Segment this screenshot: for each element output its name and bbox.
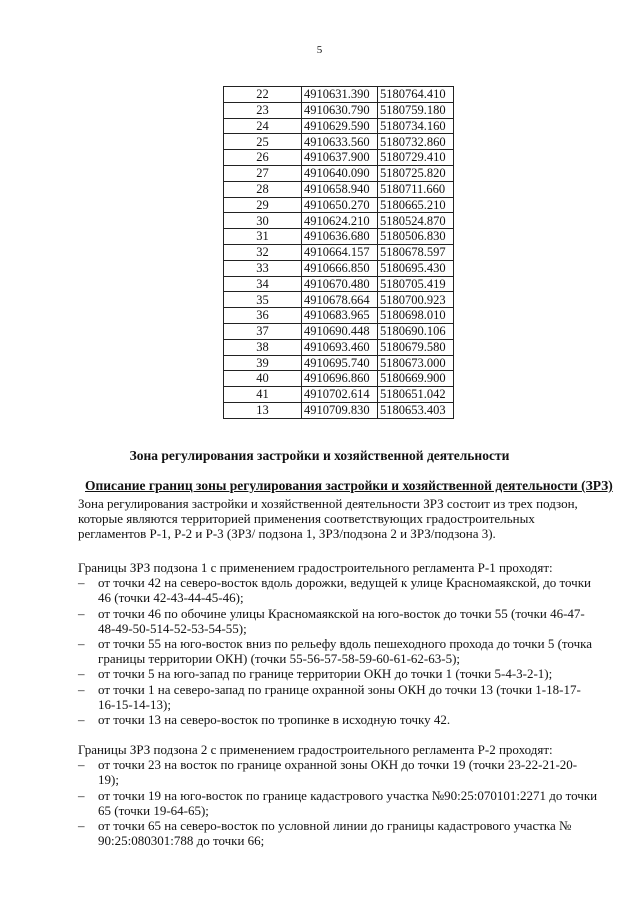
x-coordinate-cell: 4910629.590: [302, 118, 378, 134]
intro-paragraph: [78, 496, 598, 542]
y-coordinate-cell: 5180678.597: [378, 244, 454, 260]
list-item: – от точки 1 на северо-запад по границе охранной зоны ОКН до точки 13 (точки 1-18-17-16-15-14-13);: [78, 682, 598, 712]
subzone-2-block: [78, 742, 598, 848]
table-row: [224, 260, 454, 276]
list-item: – от точки 55 на юго-восток вниз по рельефу вдоль пешеходного прохода до точки 5 (точка границы территории ОКН) (точки 55-56-57-58-59-60-61-62-63-5);: [78, 636, 598, 666]
point-number-cell: 26: [224, 150, 302, 166]
table-row: [224, 371, 454, 387]
y-coordinate-cell: 5180673.000: [378, 355, 454, 371]
x-coordinate-cell: 4910633.560: [302, 134, 378, 150]
subzone-1-list: [78, 575, 598, 727]
table-row: [224, 339, 454, 355]
list-item: – от точки 46 по обочине улицы Красномаякской на юго-восток до точки 55 (точки 46-47-48-49-50-514-52-53-54-55);: [78, 606, 598, 636]
list-item: – от точки 13 на северо-восток по тропинке в исходную точку 42.: [78, 712, 598, 727]
table-row: [224, 134, 454, 150]
x-coordinate-cell: 4910696.860: [302, 371, 378, 387]
x-coordinate-cell: 4910624.210: [302, 213, 378, 229]
y-coordinate-cell: 5180729.410: [378, 150, 454, 166]
x-coordinate-cell: 4910690.448: [302, 323, 378, 339]
point-number-cell: 28: [224, 181, 302, 197]
list-item: – от точки 23 на восток по границе охранной зоны ОКН до точки 19 (точки 23-22-21-20-19);: [78, 757, 598, 787]
point-number-cell: 39: [224, 355, 302, 371]
y-coordinate-cell: 5180698.010: [378, 308, 454, 324]
table-row: [224, 197, 454, 213]
point-number-cell: 27: [224, 165, 302, 181]
y-coordinate-cell: 5180524.870: [378, 213, 454, 229]
x-coordinate-cell: 4910636.680: [302, 229, 378, 245]
point-number-cell: 24: [224, 118, 302, 134]
x-coordinate-cell: 4910658.940: [302, 181, 378, 197]
point-number-cell: 25: [224, 134, 302, 150]
point-number-cell: 38: [224, 339, 302, 355]
x-coordinate-cell: 4910693.460: [302, 339, 378, 355]
point-number-cell: 40: [224, 371, 302, 387]
y-coordinate-cell: 5180506.830: [378, 229, 454, 245]
table-row: [224, 150, 454, 166]
y-coordinate-cell: 5180695.430: [378, 260, 454, 276]
y-coordinate-cell: 5180651.042: [378, 387, 454, 403]
subzone-2-title: Границы ЗРЗ подзона 2 с применением градостроительного регламента Р-2 проходят:: [78, 742, 553, 757]
point-number-cell: 33: [224, 260, 302, 276]
point-number-cell: 32: [224, 244, 302, 260]
subzone-1-block: [78, 560, 598, 727]
y-coordinate-cell: 5180725.820: [378, 165, 454, 181]
y-coordinate-cell: 5180711.660: [378, 181, 454, 197]
table-row: [224, 213, 454, 229]
y-coordinate-cell: 5180705.419: [378, 276, 454, 292]
point-number-cell: 37: [224, 323, 302, 339]
table-row: [224, 181, 454, 197]
x-coordinate-cell: 4910709.830: [302, 402, 378, 418]
y-coordinate-cell: 5180732.860: [378, 134, 454, 150]
table-row: [224, 387, 454, 403]
y-coordinate-cell: 5180690.106: [378, 323, 454, 339]
x-coordinate-cell: 4910631.390: [302, 87, 378, 103]
table-row: [224, 402, 454, 418]
list-item: – от точки 19 на юго-восток по границе кадастрового участка №90:25:070101:2271 до точки 65 (точки 19-64-65);: [78, 788, 598, 818]
x-coordinate-cell: 4910650.270: [302, 197, 378, 213]
x-coordinate-cell: 4910637.900: [302, 150, 378, 166]
list-item: – от точки 5 на юго-запад по границе территории ОКН до точки 1 (точки 5-4-3-2-1);: [78, 666, 598, 681]
table-row: [224, 323, 454, 339]
table-row: [224, 244, 454, 260]
intro-text: Зона регулирования застройки и хозяйственной деятельности ЗРЗ состоит из трех подзон, которые являются территорией применения соответствующих градостроительных регламентов Р-1, Р-2 и Р-3 (ЗРЗ/ подзона 1, ЗРЗ/подзона 2 и ЗРЗ/подзона 3).: [78, 496, 578, 542]
y-coordinate-cell: 5180759.180: [378, 102, 454, 118]
y-coordinate-cell: 5180679.580: [378, 339, 454, 355]
x-coordinate-cell: 4910683.965: [302, 308, 378, 324]
table-row: [224, 276, 454, 292]
point-number-cell: 35: [224, 292, 302, 308]
point-number-cell: 13: [224, 402, 302, 418]
x-coordinate-cell: 4910702.614: [302, 387, 378, 403]
table-row: [224, 355, 454, 371]
page-number: 5: [316, 44, 323, 56]
y-coordinate-cell: 5180669.900: [378, 371, 454, 387]
point-number-cell: 23: [224, 102, 302, 118]
subzone-2-list: [78, 757, 598, 848]
point-number-cell: 41: [224, 387, 302, 403]
table-row: [224, 292, 454, 308]
x-coordinate-cell: 4910678.664: [302, 292, 378, 308]
x-coordinate-cell: 4910640.090: [302, 165, 378, 181]
table-row: [224, 229, 454, 245]
y-coordinate-cell: 5180734.160: [378, 118, 454, 134]
point-number-cell: 31: [224, 229, 302, 245]
x-coordinate-cell: 4910666.850: [302, 260, 378, 276]
table-row: [224, 308, 454, 324]
list-item: – от точки 65 на северо-восток по условной линии до границы кадастрового участка № 90:25:080301:788 до точки 66;: [78, 818, 598, 848]
list-item: – от точки 42 на северо-восток вдоль дорожки, ведущей к улице Красномаякской, до точки 46 (точки 42-43-44-45-46);: [78, 575, 598, 605]
x-coordinate-cell: 4910630.790: [302, 102, 378, 118]
point-number-cell: 22: [224, 87, 302, 103]
subzone-1-title: Границы ЗРЗ подзона 1 с применением градостроительного регламента Р-1 проходят:: [78, 560, 553, 575]
y-coordinate-cell: 5180665.210: [378, 197, 454, 213]
y-coordinate-cell: 5180653.403: [378, 402, 454, 418]
x-coordinate-cell: 4910670.480: [302, 276, 378, 292]
x-coordinate-cell: 4910695.740: [302, 355, 378, 371]
point-number-cell: 30: [224, 213, 302, 229]
point-number-cell: 36: [224, 308, 302, 324]
table-row: [224, 118, 454, 134]
table-row: [224, 87, 454, 103]
y-coordinate-cell: 5180764.410: [378, 87, 454, 103]
x-coordinate-cell: 4910664.157: [302, 244, 378, 260]
point-number-cell: 34: [224, 276, 302, 292]
section-subheading: Описание границ зоны регулирования застройки и хозяйственной деятельности (ЗРЗ): [85, 478, 613, 493]
y-coordinate-cell: 5180700.923: [378, 292, 454, 308]
section-heading: Зона регулирования застройки и хозяйственной деятельности: [129, 448, 510, 463]
table-row: [224, 165, 454, 181]
coordinates-table: [223, 86, 454, 419]
point-number-cell: 29: [224, 197, 302, 213]
table-row: [224, 102, 454, 118]
